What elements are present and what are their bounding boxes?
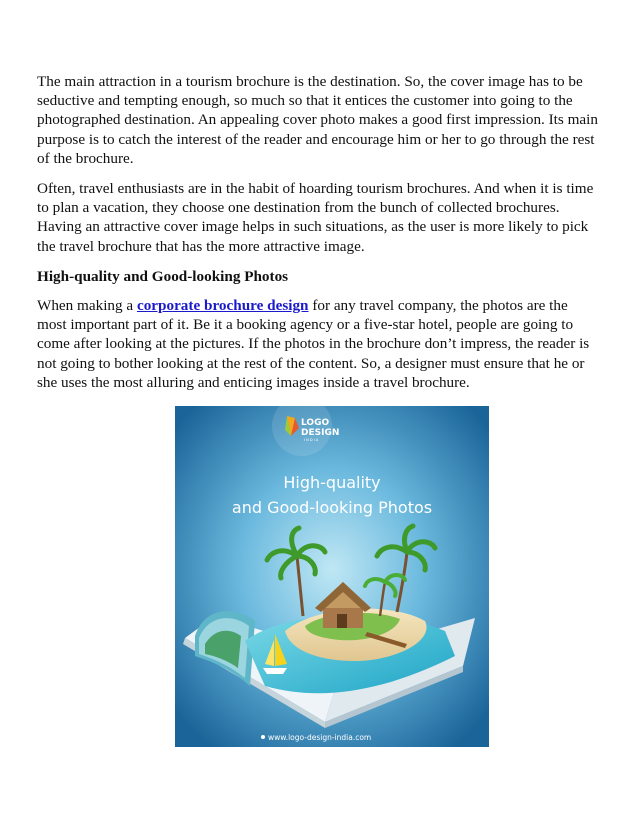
brochure-illustration xyxy=(175,406,489,747)
paragraph-photos xyxy=(37,296,601,392)
logo-line2: DESIGN xyxy=(301,428,340,438)
figure-title-line2: and Good-looking Photos xyxy=(231,498,433,517)
figure-title-line1: High-quality xyxy=(283,473,381,492)
paragraph-photos-intro: When making a xyxy=(37,297,137,315)
illustration-canvas xyxy=(175,406,489,747)
figure-url: www.logo-design-india.com xyxy=(268,733,372,742)
corporate-brochure-design-link[interactable]: corporate brochure design xyxy=(136,297,309,315)
article-body xyxy=(37,72,601,403)
url-bullet-icon xyxy=(261,735,265,739)
paragraph-hoarding-brochures: Often, travel enthusiasts are in the habit of hoarding tourism brochures. And when it is time to plan a vacation, they choose one destination from the bunch of collected brochures. Having an attractive cover image helps in such situations, as the user is more likely to pick the travel brochure that has the more attractive image. xyxy=(37,180,594,255)
logo-sub: I N D I A xyxy=(304,438,319,442)
logo-line1: LOGO xyxy=(301,418,330,428)
section-heading: High-quality and Good-looking Photos xyxy=(37,267,289,285)
paragraph-cover-image: The main attraction in a tourism brochure is the destination. So, the cover image has to be seductive and tempting enough, so much so that it entices the customer into going to the photographed destination. An appealing cover photo makes a good first impression. Its main purpose is to catch the interest of the reader and encourage him or her to go through the rest of the brochure. xyxy=(37,73,598,167)
paragraph-photos-rest: for any travel company, the photos are the most important part of it. Be it a booking agency or a five-star hotel, people are going to come after looking at the pictures. If the photos in the brochure don’t impress, the reader is not going to bother looking at the rest of the content. So, a designer must ensure that he or she uses the most alluring and enticing images inside a travel brochure. xyxy=(37,297,590,391)
